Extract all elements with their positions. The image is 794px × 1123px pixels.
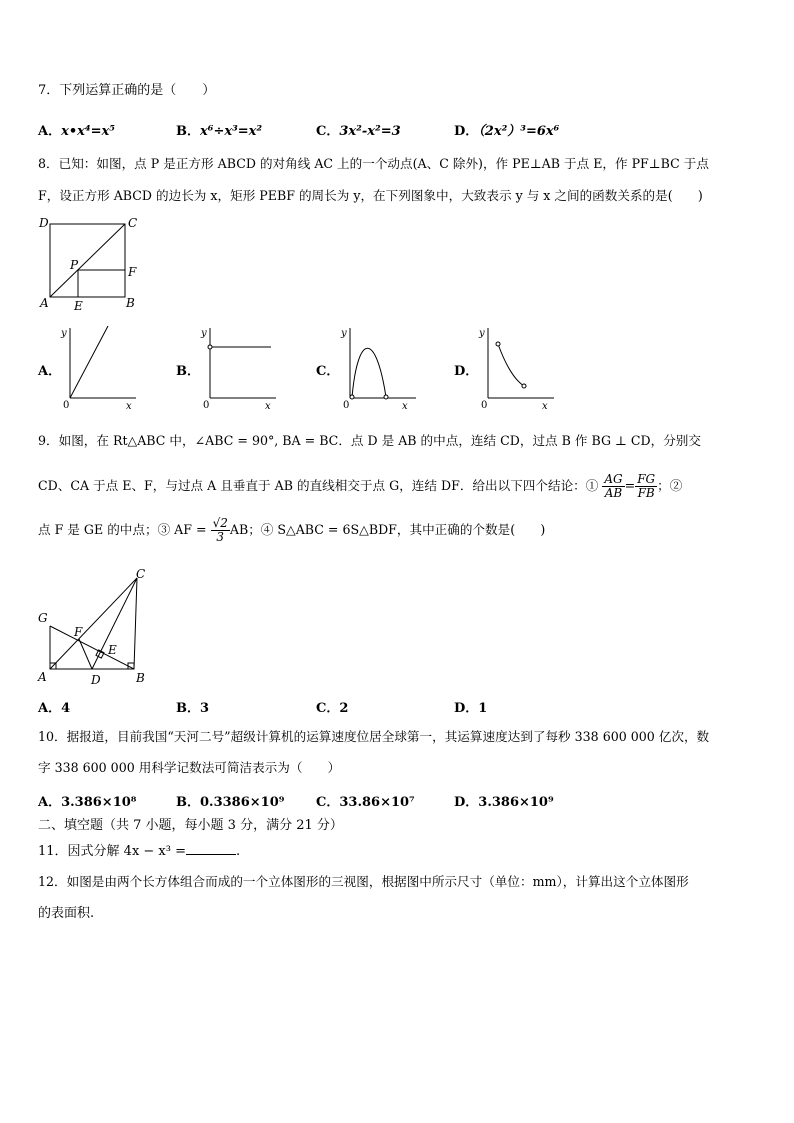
q10-line2: 字 338 600 000 用科学记数法可简洁表示为（ ） — [38, 760, 341, 775]
q10-option-a[interactable]: A．3.386×10⁸ — [38, 795, 137, 810]
q8-label-f: F — [128, 265, 137, 279]
q8-label-d: D — [39, 216, 49, 230]
q8-label-b: B — [126, 296, 135, 310]
q7-option-c[interactable]: C．3x²-x²=3 — [316, 124, 401, 139]
graph-origin: 0 — [481, 400, 488, 411]
q8-label-e: E — [74, 299, 83, 313]
q12-line1: 12．如图是由两个长方体组合而成的一个立体图形的三视图，根据图中所示尺寸（单位：mm），计算出这个立体图形 — [38, 874, 689, 889]
graph-y-label: y — [341, 328, 347, 339]
q8-label-a: A — [40, 296, 49, 310]
graph-y-label: y — [61, 328, 67, 339]
q8-label-c: C — [128, 216, 138, 230]
q7-option-b[interactable]: B．x⁶÷x³=x² — [176, 124, 263, 139]
graph-origin: 0 — [203, 400, 210, 411]
q9-label-g: G — [38, 611, 48, 625]
graph-origin: 0 — [63, 400, 70, 411]
q12-line2: 的表面积. — [38, 906, 95, 921]
q8-square-figure — [36, 214, 146, 314]
q7-option-d[interactable]: D．（2x²）³=6x⁶ — [454, 124, 560, 139]
q8-option-c[interactable]: C． — [316, 364, 340, 379]
q7-stem: 7．下列运算正确的是（ ） — [38, 83, 216, 98]
graph-y-label: y — [479, 328, 485, 339]
q8-graph-d[interactable] — [476, 322, 561, 410]
q8-label-p: P — [70, 258, 79, 272]
q9-option-a[interactable]: A．4 — [38, 701, 71, 716]
graph-x-label: x — [265, 401, 271, 412]
q10-option-c[interactable]: C．33.86×10⁷ — [316, 795, 415, 810]
graph-origin: 0 — [343, 400, 350, 411]
q9-option-c[interactable]: C．2 — [316, 701, 349, 716]
q9-label-f: F — [74, 625, 83, 639]
q8-line2: F，设正方形 ABCD 的边长为 x，矩形 PEBF 的周长为 y，在下列图象中，大致表示 y 与 x 之间的函数关系的是( ) — [38, 188, 703, 203]
q9-fraction-fg-fb: $\frac{FG}{FB}$ — [637, 472, 656, 500]
q7-option-a[interactable]: A．x•x⁴=x⁵ — [38, 124, 115, 139]
q9-option-b[interactable]: B．3 — [176, 701, 210, 716]
q8-line1: 8．已知：如图，点 P 是正方形 ABCD 的对角线 AC 上的一个动点(A、C 除外)，作 PE⊥AB 于点 E，作 PF⊥BC 于点 — [38, 156, 709, 171]
q11: 11．因式分解 4x − x³ = . — [38, 844, 241, 859]
section-2-heading: 二、填空题（共 7 小题，每小题 3 分，满分 21 分） — [38, 818, 343, 833]
q9-label-d: D — [91, 673, 101, 687]
graph-x-label: x — [542, 401, 548, 412]
q9-line2: CD、CA 于点 E、F，与过点 A 且垂直于 AB 的直线相交于点 G，连结 DF．给出以下四个结论：① $\frac{AG}{AB}$ = $\frac{FG}{FB}$ ；② — [38, 472, 683, 500]
q9-fraction-sqrt2-3: $\frac{√2}{3}$ — [212, 516, 228, 544]
q10-option-b[interactable]: B．0.3386×10⁹ — [176, 795, 285, 810]
q8-option-d[interactable]: D． — [454, 364, 479, 379]
graph-x-label: x — [126, 401, 132, 412]
q11-answer-blank[interactable] — [186, 842, 236, 855]
q10-line1: 10．据报道，目前我国“天河二号”超级计算机的运算速度位居全球第一，其运算速度达到了每秒 338 600 000 亿次，数 — [38, 729, 710, 744]
q9-label-e: E — [108, 643, 117, 657]
q8-option-b[interactable]: B． — [176, 364, 200, 379]
q9-line1: 9．如图，在 Rt△ABC 中，∠ABC = 90°, BA = BC．点 D 是 AB 的中点，连结 CD，过点 B 作 BG ⊥ CD，分别交 — [38, 433, 701, 448]
q8-graph-c[interactable] — [338, 322, 423, 410]
q9-option-d[interactable]: D．1 — [454, 701, 488, 716]
q10-option-d[interactable]: D．3.386×10⁹ — [454, 795, 554, 810]
q9-line3: 点 F 是 GE 的中点；③ AF = $\frac{√2}{3}$ AB；④ S△ABC = 6S△BDF，其中正确的个数是( ) — [38, 516, 546, 544]
q9-label-a: A — [38, 670, 47, 684]
graph-x-label: x — [402, 401, 408, 412]
q9-label-c: C — [136, 567, 146, 581]
q9-label-b: B — [136, 671, 145, 685]
q8-option-a[interactable]: A． — [38, 364, 62, 379]
q8-graph-a[interactable] — [58, 322, 143, 410]
q9-fraction-ag-ab: $\frac{AG}{AB}$ — [604, 472, 623, 500]
q8-graph-b[interactable] — [198, 322, 283, 410]
graph-y-label: y — [201, 328, 207, 339]
q9-triangle-figure — [34, 566, 159, 690]
